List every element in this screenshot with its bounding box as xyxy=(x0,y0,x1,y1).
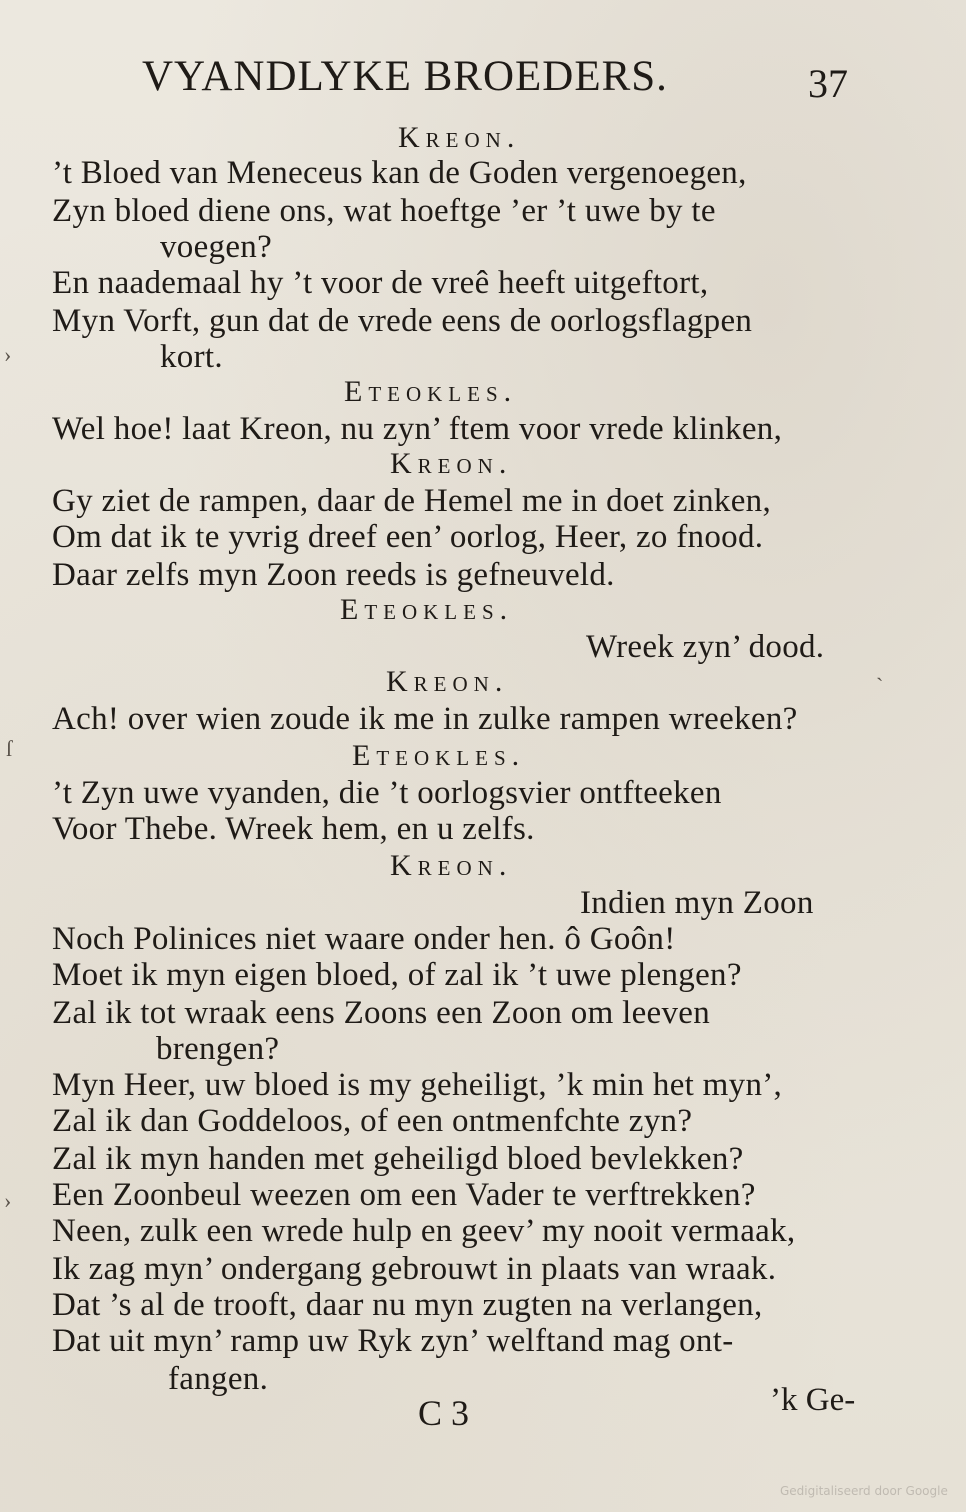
verse-line: Gy ziet de rampen, daar de Hemel me in doet zinken, xyxy=(52,483,772,519)
verse-line: Voor Thebe. Wreek hem, en u zelfs. xyxy=(52,811,535,847)
margin-mark: › xyxy=(4,342,12,367)
verse-line: Dat ’s al de trooft, daar nu myn zugten na verlangen, xyxy=(52,1287,763,1323)
speaker-kreon: Kreon. xyxy=(386,665,509,698)
margin-mark: ˎ xyxy=(876,656,884,681)
speaker-eteokles: Eteokles. xyxy=(352,739,526,772)
verse-line: Myn Vorft, gun dat de vrede eens de oorlogsflagpen xyxy=(52,303,753,339)
margin-mark: › xyxy=(4,1188,12,1213)
verse-line: Zal ik myn handen met geheiligd bloed bevlekken? xyxy=(52,1141,744,1177)
speaker-kreon: Kreon. xyxy=(390,447,513,480)
verse-line: Daar zelfs myn Zoon reeds is gefneuveld. xyxy=(52,557,615,593)
verse-line: ’t Zyn uwe vyanden, die ’t oorlogsvier ontfteeken xyxy=(52,775,722,811)
verse-line: Om dat ik te yvrig dreef een’ oorlog, Heer, zo fnood. xyxy=(52,519,764,555)
verse-line: Wel hoe! laat Kreon, nu zyn’ ftem voor vrede klinken, xyxy=(52,411,783,447)
page-number: 37 xyxy=(808,61,848,106)
verse-line: Moet ik myn eigen bloed, of zal ik ’t uwe plengen? xyxy=(52,957,742,993)
verse-half-line: Indien myn Zoon xyxy=(580,885,814,921)
verse-half-line: Wreek zyn’ dood. xyxy=(586,629,825,665)
verse-line: Ach! over wien zoude ik me in zulke rampen wreeken? xyxy=(52,701,798,737)
signature-mark: C 3 xyxy=(418,1393,470,1433)
running-title: VYANDLYKE BROEDERS. xyxy=(142,53,668,100)
catchword: ’k Ge- xyxy=(770,1382,856,1418)
verse-line: ’t Bloed van Meneceus kan de Goden vergenoegen, xyxy=(52,155,747,191)
verse-line: Een Zoonbeul weezen om een Vader te verftrekken? xyxy=(52,1177,756,1213)
speaker-eteokles: Eteokles. xyxy=(340,593,514,626)
verse-line: Dat uit myn’ ramp uw Ryk zyn’ welftand mag ont- xyxy=(52,1323,734,1359)
verse-continuation: fangen. xyxy=(168,1361,269,1397)
verse-line: Zal ik dan Goddeloos, of een ontmenfchte zyn? xyxy=(52,1103,693,1139)
verse-line: En naademaal hy ’t voor de vreê heeft uitgeftort, xyxy=(52,265,709,301)
margin-mark: ſ xyxy=(6,736,13,761)
speaker-eteokles: Eteokles. xyxy=(344,375,518,408)
verse-line: Ik zag myn’ ondergang gebrouwt in plaats van wraak. xyxy=(52,1251,777,1287)
verse-line: Zal ik tot wraak eens Zoons een Zoon om leeven xyxy=(52,995,711,1031)
speaker-kreon: Kreon. xyxy=(398,121,521,154)
verse-line: Neen, zulk een wrede hulp en geev’ my nooit vermaak, xyxy=(52,1213,796,1249)
verse-line: Zyn bloed diene ons, wat hoeftge ’er ’t uwe by te xyxy=(52,193,716,229)
verse-line: Myn Heer, uw bloed is my geheiligt, ’k min het myn’, xyxy=(52,1067,783,1103)
digitization-watermark: Gedigitaliseerd door Google xyxy=(780,1484,948,1498)
verse-continuation: kort. xyxy=(160,339,223,375)
verse-continuation: brengen? xyxy=(156,1031,280,1067)
speaker-kreon: Kreon. xyxy=(390,849,513,882)
verse-line: Noch Polinices niet waare onder hen. ô Goôn! xyxy=(52,921,676,957)
verse-continuation: voegen? xyxy=(160,229,273,265)
